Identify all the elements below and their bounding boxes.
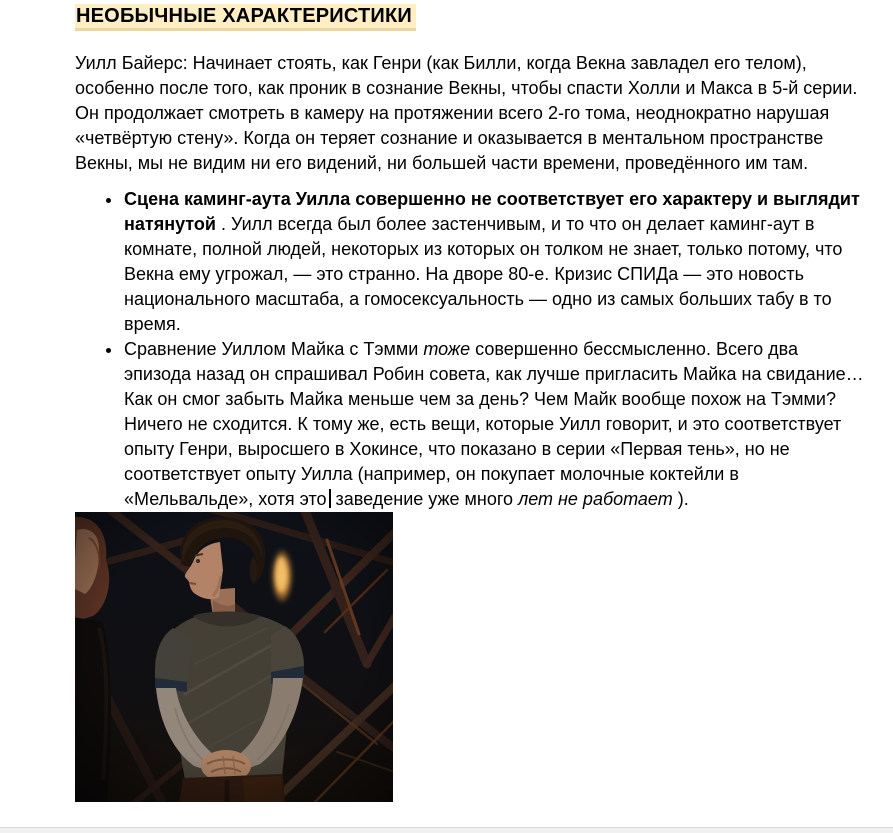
list-item <box>123 337 870 512</box>
document-page <box>75 4 870 802</box>
section-heading <box>75 4 870 28</box>
embedded-image[interactable] <box>75 512 393 802</box>
horizontal-scrollbar[interactable] <box>0 827 893 833</box>
page-title: НЕОБЫЧНЫЕ ХАРАКТЕРИСТИКИ <box>75 4 416 31</box>
bullet2-text-a: Сравнение Уиллом Майка с Тэмми <box>124 339 424 359</box>
bullet2-text-b: совершенно бессмысленно. Всего два эпизода назад он спрашивал Робин совета, как лучше пригласить Майка на свидание… Как он смог забыть Майка меньше чем за день? Чем Майк вообще похож на Тэмми? Ничего не сходится. К тому же, есть вещи, которые Уилл говорит, и это соответствует опыту Генри, выросшего в Хокинсе, что показано в серии «Первая тень», но не соответствует опыту Уилла (например, он покупает молочные коктейли в «Мельвальде», хотя это <box>124 339 864 509</box>
bullet2-text-c: заведение уже много <box>330 489 519 509</box>
bullet2-italic-a: тоже <box>423 339 471 359</box>
intro-paragraph: Уилл Байерс: Начинает стоять, как Генри (как Билли, когда Векна завладел его телом), особенно после того, как проник в сознание Векны, чтобы спасти Холли и Макса в 5-й серии. Он продолжает смотреть в камеру на протяжении всего 2-го тома, неоднократно нарушая «четвёртую стену». Когда он теряет сознание и оказывается в ментальном пространстве Векны, мы не видим ни его видений, ни большей части времени, проведённого им там. <box>75 53 858 173</box>
bullet1-bold-text: Сцена каминг-аута Уилла совершенно не соответствует его характеру и выглядит натянутой <box>124 189 860 234</box>
bullet1-text: . Уилл всегда был более застенчивым, и то что он делает каминг-аут в комнате, полной людей, некоторых из которых он толком не знает, только потому, что Векна ему угрожал, — это странно. На дворе 80-е. Кризис СПИДа — это новость национального масштаба, а гомосексуальность — одно из самых больших табу в то время. <box>124 214 843 334</box>
photo-illustration <box>75 512 393 802</box>
list-item <box>123 187 870 337</box>
bullet2-italic-b: лет не работает <box>518 489 673 509</box>
bullet2-text-d: ). <box>672 489 689 509</box>
bullet-list <box>75 187 870 512</box>
